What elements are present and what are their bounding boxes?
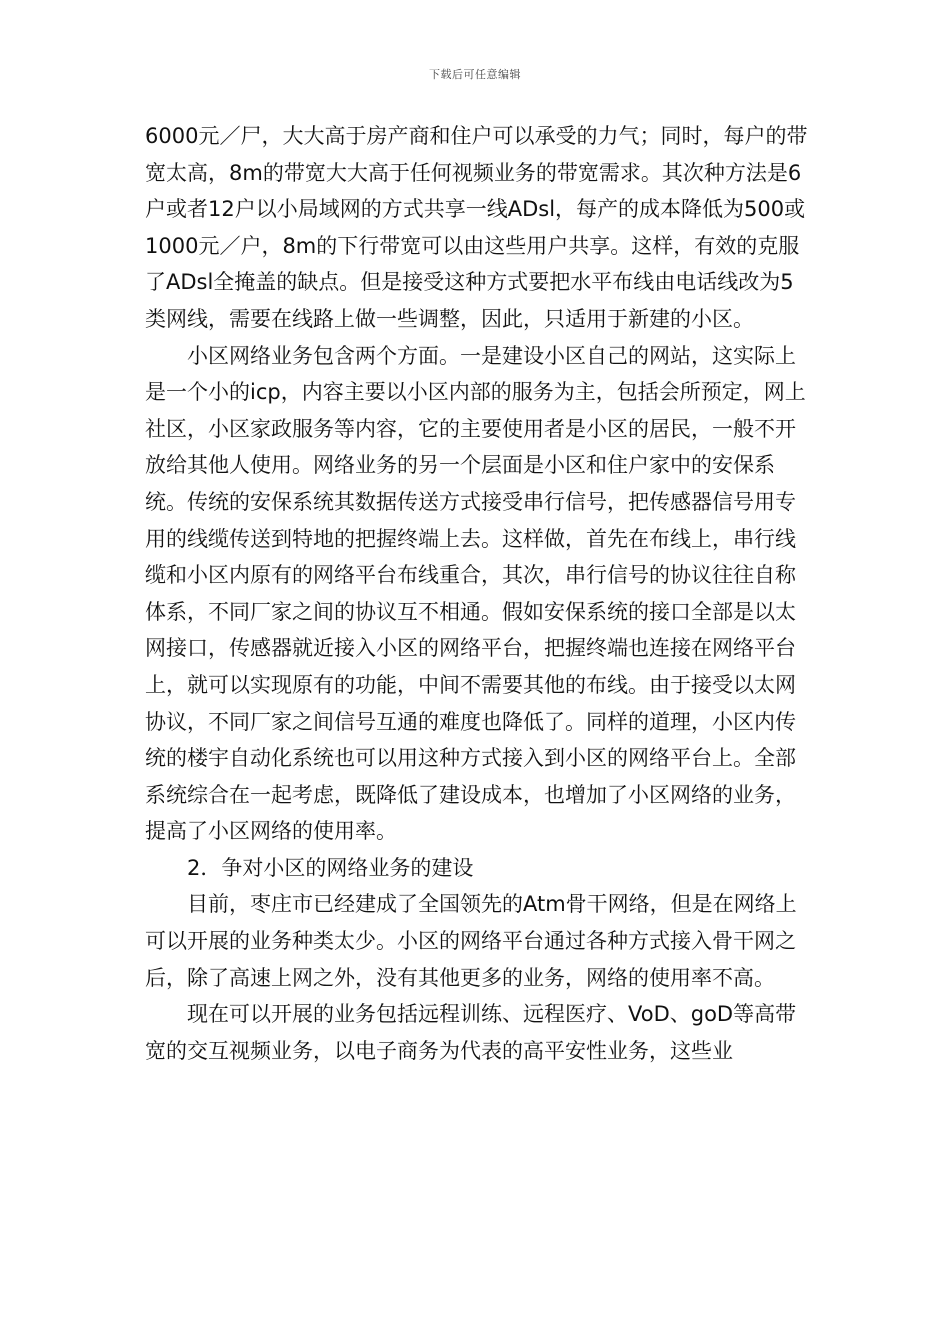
- section-heading: 2．争对小区的网络业务的建设: [187, 855, 474, 880]
- paragraph-continued: 6000元／尸，大大高于房产商和住户可以承受的力气；同时，每户的带宽太高，8m的带宽大大高于任何视频业务的带宽需求。其次种方法是6户或者12户以小局域网的方式共享一线ADsl，每产的成本降低为500或1000元／户，8m的下行带宽可以由这些用户共享。这样，有效的克服了ADsl全掩盖的缺点。但是接受这种方式要把水平布线由电话线改为5类网线，需要在线路上做一些调整，因此，只适用于新建的小区。: [145, 124, 808, 331]
- paragraph-available-services: 现在可以开展的业务包括远程训练、远程医疗、VoD、goD等高带宽的交互视频业务，以电子商务为代表的高平安性业务，这些业: [145, 1002, 797, 1063]
- page-header: 下载后可任意编辑: [429, 68, 521, 81]
- document-body: [145, 118, 813, 1069]
- paragraph-network-services: 小区网络业务包含两个方面。一是建设小区自己的网站，这实际上是一个小的icp，内容主要以小区内部的服务为主，包括会所预定，网上社区，小区家政服务等内容，它的主要使用者是小区的居民，一般不开放给其他人使用。网络业务的另一个层面是小区和住户家中的安保系统。传统的安保系统其数据传送方式接受串行信号，把传感器信号用专用的线缆传送到特地的把握终端上去。这样做，首先在布线上，串行线缆和小区内原有的网络平台布线重合，其次，串行信号的协议往往自称体系，不同厂家之间的协议互不相通。假如安保系统的接口全部是以太网接口，传感器就近接入小区的网络平台，把握终端也连接在网络平台上，就可以实现原有的功能，中间不需要其他的布线。由于接受以太网协议，不同厂家之间信号互通的难度也降低了。同样的道理，小区内传统的楼宇自动化系统也可以用这种方式接入到小区的网络平台上。全部系统综合在一起考虑，既降低了建设成本，也增加了小区网络的业务，提高了小区网络的使用率。: [145, 343, 806, 844]
- paragraph-current-status: 目前，枣庄市已经建成了全国领先的Atm骨干网络，但是在网络上可以开展的业务种类太少。小区的网络平台通过各种方式接入骨干网之后，除了高速上网之外，没有其他更多的业务，网络的使用率不高。: [145, 892, 797, 990]
